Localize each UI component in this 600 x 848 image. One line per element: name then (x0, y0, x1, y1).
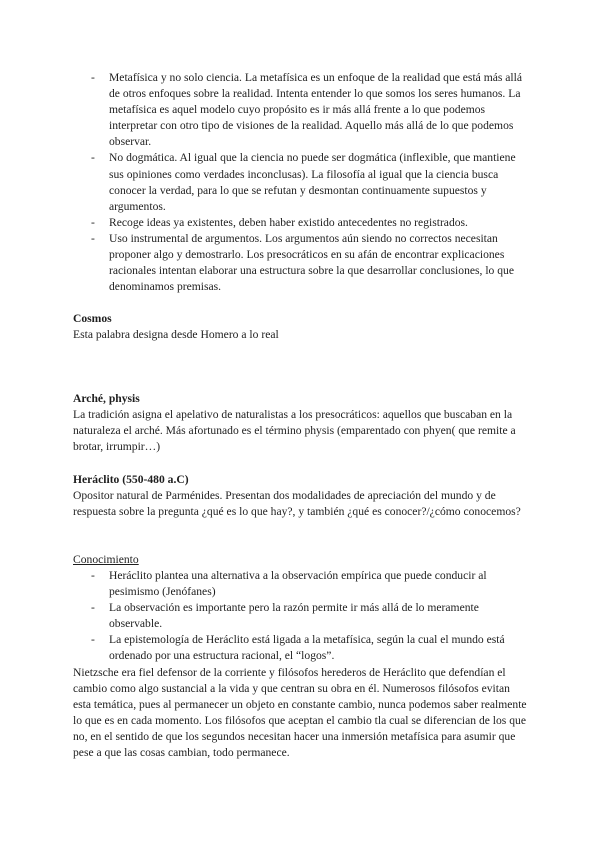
list-item (0, 70, 523, 150)
bullet-dash: - (91, 151, 95, 165)
cosmos-heading: Cosmos (73, 312, 112, 325)
list-item (0, 632, 523, 664)
conocimiento-heading: Conocimiento (73, 553, 139, 566)
list-item-text: Recoge ideas ya existentes, deben haber existido antecedentes no registrados. (109, 215, 468, 229)
arche-heading: Arché, physis (73, 392, 140, 405)
bullet-dash: - (91, 633, 95, 647)
list-item (0, 150, 523, 214)
list-item-text: Metafísica y no solo ciencia. La metafísica es un enfoque de la realidad que está más allá de otros enfoques sobre la realidad. Intenta entender lo que somos los seres humanos. La metafísica es aquel modelo cuyo propósito es ir más allá frente a lo que podemos interpretar con otro tipo de visiones de la realidad. Aquello más allá de lo que podemos observar. (109, 71, 523, 149)
list-item (0, 568, 523, 600)
bullet-dash: - (91, 569, 95, 582)
cosmos-text: Esta palabra designa desde Homero a lo real (73, 328, 279, 341)
bullet-dash: - (91, 601, 95, 615)
bullet-dash: - (91, 71, 95, 84)
list-item-text: No dogmática. Al igual que la ciencia no puede ser dogmática (inflexible, que mantiene sus opiniones como verdades inconclusas). La filosofía al igual que la ciencia busca conocer la verdad, para lo que se refutan y desmontan continuamente supuestos y argumentos. (109, 151, 516, 213)
features-list (0, 70, 600, 295)
bullet-dash: - (91, 231, 95, 245)
conocimiento-list (0, 568, 600, 665)
nietzsche-text: Nietzsche era fiel defensor de la corriente y filósofos herederos de Heráclito que defendían el cambio como algo sustancial a la vida y que centran su obra en él. Numerosos filósofos evitan esta temática, pues al permanecer un objeto en constante cambio, nunca podemos saber realmente lo que es en cada momento. Los filósofos que aceptan el cambio tla cual se diferencian de los que no, en el sentido de que los segundos necesitan hacer una inmersión metafísica para asumir que pese a que las cosas cambian, todo permanece. (73, 666, 527, 760)
heraclito-heading: Heráclito (550-480 a.C) (73, 473, 189, 486)
heraclito-text: Opositor natural de Parménides. Presentan dos modalidades de apreciación del mundo y de respuesta sobre la pregunta ¿qué es lo que hay?, y también ¿qué es conocer?/¿cómo conocemos? (73, 489, 521, 519)
list-item-text: La observación es importante pero la razón permite ir más allá de lo meramente observable. (109, 601, 479, 631)
list-item (0, 231, 523, 295)
arche-text: La tradición asigna el apelativo de naturalistas a los presocráticos: aquellos que buscaban en la naturaleza el arché. Más afortunado es el término physis (emparentado con phyen( que remite a brotar, irrumpir…) (73, 408, 516, 454)
list-item-text: Uso instrumental de argumentos. Los argumentos aún siendo no correctos necesitan proponer algo y demostrarlo. Los presocráticos en su afán de encontrar explicaciones racionales intentan elaborar una estructura sobre la que desarrollar conclusiones, lo que denominamos premisas. (109, 231, 514, 294)
list-item (0, 600, 523, 632)
list-item (0, 215, 523, 231)
list-item-text: Heráclito plantea una alternativa a la observación empírica que puede conducir al pesimismo (Jenófanes) (109, 569, 487, 599)
bullet-dash: - (91, 215, 95, 229)
list-item-text: La epistemología de Heráclito está ligada a la metafísica, según la cual el mundo está ordenado por una estructura racional, el “logos”. (109, 633, 505, 663)
